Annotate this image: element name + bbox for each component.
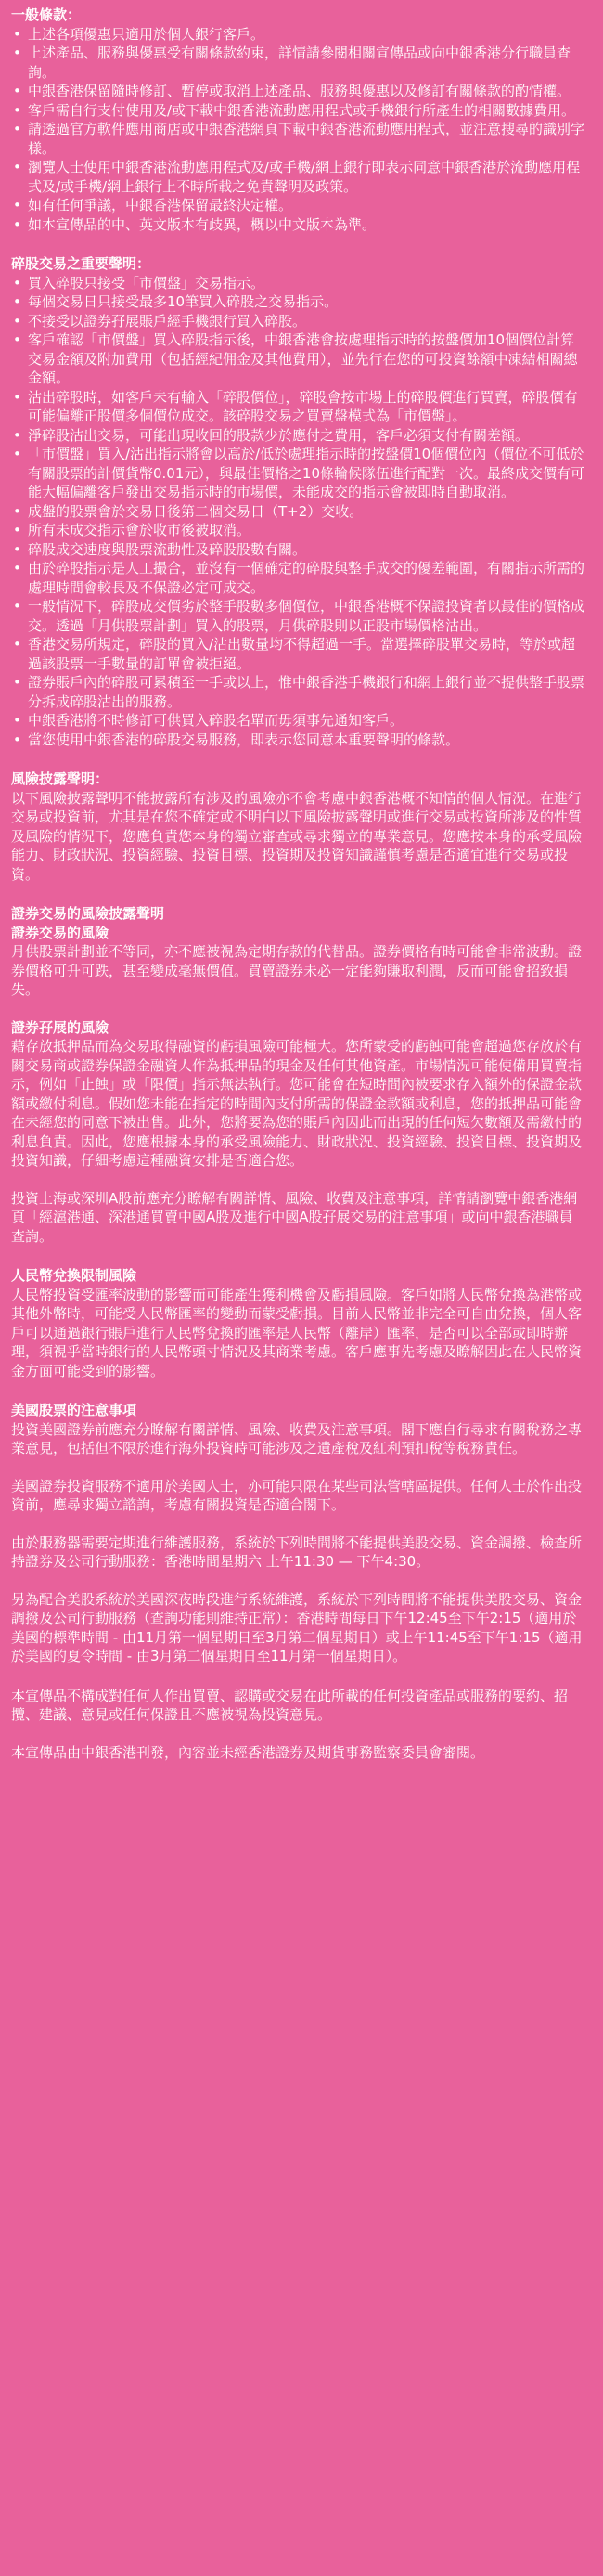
odd-lot-heading: 碎股交易之重要聲明： xyxy=(11,255,151,272)
securities-trading-risk-subheading: 證券交易的風險 xyxy=(11,924,109,941)
rmb-risk-heading: 人民幣兌換限制風險 xyxy=(11,1267,137,1284)
us-stocks-body-maintenance: 由於服務器需要定期進行維護服務，系統於下列時間將不能提供美股交易、資金調撥、檢查所持證券及公司行動服務：香港時間星期六 上午11:30 — 下午4:30。 xyxy=(11,1534,583,1570)
list-item: • 如有任何爭議，中銀香港保留最終決定權。 xyxy=(11,196,584,215)
list-item: • 買入碎股只接受「市價盤」交易指示。 xyxy=(11,274,584,293)
risk-disclosure-body: 以下風險披露聲明不能披露所有涉及的風險亦不會考慮中銀香港概不知情的個人情況。在進行交易或投資前，尤其是在您不確定或不明白以下風險披露聲明或進行交易或投資所涉及的性質及風險的情況下，您應負責您本身的獨立審查或尋求獨立的專業意見。您應按本身的承受風險能力、財政狀況、投資經驗、投資目標、投資期及投資知識謹慎考慮是否適宜進行交易或投資。 xyxy=(11,789,583,883)
us-stocks-section xyxy=(11,1401,584,1666)
us-stocks-body-tax: 投資美國證券前應充分瞭解有關詳情、風險、收費及注意事項。閣下應自行尋求有關稅務之專業意見，包括但不限於進行海外投資時可能涉及之遺產稅及紅利預扣稅等稅務責任。 xyxy=(11,1420,583,1456)
list-item: • 香港交易所規定，碎股的買入/沽出數量均不得超過一手。當選擇碎股單交易時，等於或超過該股票一手數量的訂單會被拒絕。 xyxy=(11,635,584,673)
a-share-notice: 投資上海或深圳A股前應充分瞭解有關詳情、風險、收費及注意事項，詳情請瀏覽中銀香港網頁「經滬港通、深港通買賣中國A股及進行中國A股孖展交易的注意事項」或向中銀香港職員查詢。 xyxy=(11,1189,578,1245)
list-item: • 證券賬戶內的碎股可累積至一手或以上，惟中銀香港手機銀行和網上銀行並不提供整手股票分拆成碎股沽出的服務。 xyxy=(11,673,584,711)
securities-margin-risk-subheading: 證券孖展的風險 xyxy=(11,1018,109,1036)
odd-lot-list xyxy=(11,274,584,750)
risk-disclosure-section xyxy=(11,770,584,884)
list-item: • 淨碎股沽出交易，可能出現收回的股款少於應付之費用，客戶必須支付有關差額。 xyxy=(11,426,584,446)
closing-section xyxy=(11,1687,584,1763)
list-item: • 客戶需自行支付使用及/或下載中銀香港流動應用程式或手機銀行所產生的相關數據費用。 xyxy=(11,101,584,121)
securities-margin-risk-body: 藉存放抵押品而為交易取得融資的虧損風險可能極大。您所蒙受的虧蝕可能會超過您存放於有關交易商或證券保證金融資人作為抵押品的現金及任何其他資產。市場情況可能使備用買賣指示，例如「止蝕」或「限價」指示無法執行。您可能會在短時間內被要求存入額外的保證金款額或繳付利息。假如您未能在指定的時間內支付所需的保證金款額或利息，您的抵押品可能會在未經您的同意下被出售。此外，您將要為您的賬戶內因此而出現的任何短欠數額及需繳付的利息負責。因此，您應根據本身的承受風險能力、財政狀況、投資經驗、投資目標、投資期及投資知識，仔細考慮這種融資安排是否適合您。 xyxy=(11,1038,583,1169)
odd-lot-section xyxy=(11,254,584,749)
list-item: • 如本宣傳品的中、英文版本有歧異，概以中文版本為準。 xyxy=(11,215,584,235)
list-item: • 不接受以證券孖展賬戶經手機銀行買入碎股。 xyxy=(11,312,584,331)
list-item: • 所有未成交指示會於收市後被取消。 xyxy=(11,521,584,540)
list-item: • 「市價盤」買入/沽出指示將會以高於/低於處理指示時的按盤價10個價位內（價位不可低於有關股票的計價貨幣0.01元），與最佳價格之10條輪候隊伍進行配對一次。最終成交價有可能大幅偏離客戶發出交易指示時的市場價，未能成交的指示會被即時自動取消。 xyxy=(11,445,584,502)
risk-disclosure-heading: 風險披露聲明： xyxy=(11,770,109,787)
rmb-risk-section xyxy=(11,1266,584,1380)
list-item: • 當您使用中銀香港的碎股交易服務，即表示您同意本重要聲明的條款。 xyxy=(11,731,584,750)
securities-risk-section xyxy=(11,904,584,1246)
general-terms-list xyxy=(11,25,584,235)
list-item: • 中銀香港將不時修訂可供買入碎股名單而毋須事先通知客戶。 xyxy=(11,711,584,731)
list-item: • 每個交易日只接受最多10筆買入碎股之交易指示。 xyxy=(11,292,584,312)
list-item: • 上述各項優惠只適用於個人銀行客戶。 xyxy=(11,25,584,45)
closing-issuer: 本宣傳品由中銀香港刊發，內容並未經香港證券及期貨事務監察委員會審閱。 xyxy=(11,1743,485,1761)
list-item: • 請透過官方軟件應用商店或中銀香港網頁下載中銀香港流動應用程式，並注意搜尋的識別字樣。 xyxy=(11,120,584,158)
securities-risk-heading: 證券交易的風險披露聲明 xyxy=(11,905,165,922)
rmb-risk-body: 人民幣投資受匯率波動的影響而可能產生獲利機會及虧損風險。客戶如將人民幣兌換為港幣或其他外幣時，可能受人民幣匯率的變動而蒙受虧損。目前人民幣並非完全可自由兌換，個人客戶可以通過銀行賬戶進行人民幣兌換的匯率是人民幣（離岸）匯率，是否可以全部或即時辦理，須視乎當時銀行的人民幣頭寸情況及其商業考慮。客戶應事先考慮及瞭解因此在人民幣資金方面可能受到的影響。 xyxy=(11,1286,583,1379)
list-item: • 中銀香港保留隨時修訂、暫停或取消上述產品、服務與優惠以及修訂有關條款的酌情權。 xyxy=(11,82,584,101)
list-item: • 成盤的股票會於交易日後第二個交易日（T+2）交收。 xyxy=(11,502,584,522)
list-item: • 一般情況下，碎股成交價劣於整手股數多個價位，中銀香港概不保證投資者以最佳的價格成交。透過「月供股票計劃」買入的股票，月供碎股則以正股市場價格沽出。 xyxy=(11,597,584,635)
list-item: • 沽出碎股時，如客戶未有輸入「碎股價位」，碎股會按市場上的碎股價進行買賣，碎股價有可能偏離正股價多個價位成交。該碎股交易之買賣盤模式為「市價盤」。 xyxy=(11,388,584,426)
general-terms-section xyxy=(11,6,584,234)
list-item: • 客戶確認「市價盤」買入碎股指示後，中銀香港會按處理指示時的按盤價加10個價位計算交易金額及附加費用（包括經紀佣金及其他費用），並先行在您的可投資餘額中凍結相關總金額。 xyxy=(11,330,584,388)
us-stocks-body-night-maintenance: 另為配合美股系統於美國深夜時段進行系統維護，系統於下列時間將不能提供美股交易、資金調撥及公司行動服務（查詢功能則維持正常）：香港時間每日下午12:45至下午2:15（適用於美國的標準時間 - 由11月第一個星期日至3月第二個星期日）或上午11:45至下午1:15（適用於美國的夏令時間 - 由3月第二個星期日至11月第一個星期日）。 xyxy=(11,1590,583,1664)
us-stocks-body-eligibility: 美國證券投資服務不適用於美國人士，亦可能只限在某些司法管轄區提供。任何人士於作出投資前，應尋求獨立諮詢，考慮有關投資是否適合閣下。 xyxy=(11,1477,583,1513)
securities-trading-risk-body: 月供股票計劃並不等同，亦不應被視為定期存款的代替品。證券價格有時可能會非常波動。證券價格可升可跌，甚至變成毫無價值。買賣證券未必一定能夠賺取利潤，反而可能會招致損失。 xyxy=(11,943,583,998)
list-item: • 碎股成交速度與股票流動性及碎股股數有關。 xyxy=(11,540,584,560)
list-item: • 上述產品、服務與優惠受有關條款約束，詳情請參閱相關宣傳品或向中銀香港分行職員查詢。 xyxy=(11,44,584,82)
closing-not-offer: 本宣傳品不構成對任何人作出買賣、認購或交易在此所載的任何投資產品或服務的要約、招攬、建議、意見或任何保證且不應被視為投資意見。 xyxy=(11,1687,569,1723)
us-stocks-heading: 美國股票的注意事項 xyxy=(11,1402,137,1418)
list-item: • 由於碎股指示是人工撮合，並沒有一個確定的碎股與整手成交的優差範圍，有關指示所需的處理時間會較長及不保證必定可成交。 xyxy=(11,559,584,597)
list-item: • 瀏覽人士使用中銀香港流動應用程式及/或手機/網上銀行即表示同意中銀香港於流動應用程式及/或手機/網上銀行上不時所載之免責聲明及政策。 xyxy=(11,158,584,196)
general-terms-heading: 一般條款： xyxy=(11,6,82,23)
